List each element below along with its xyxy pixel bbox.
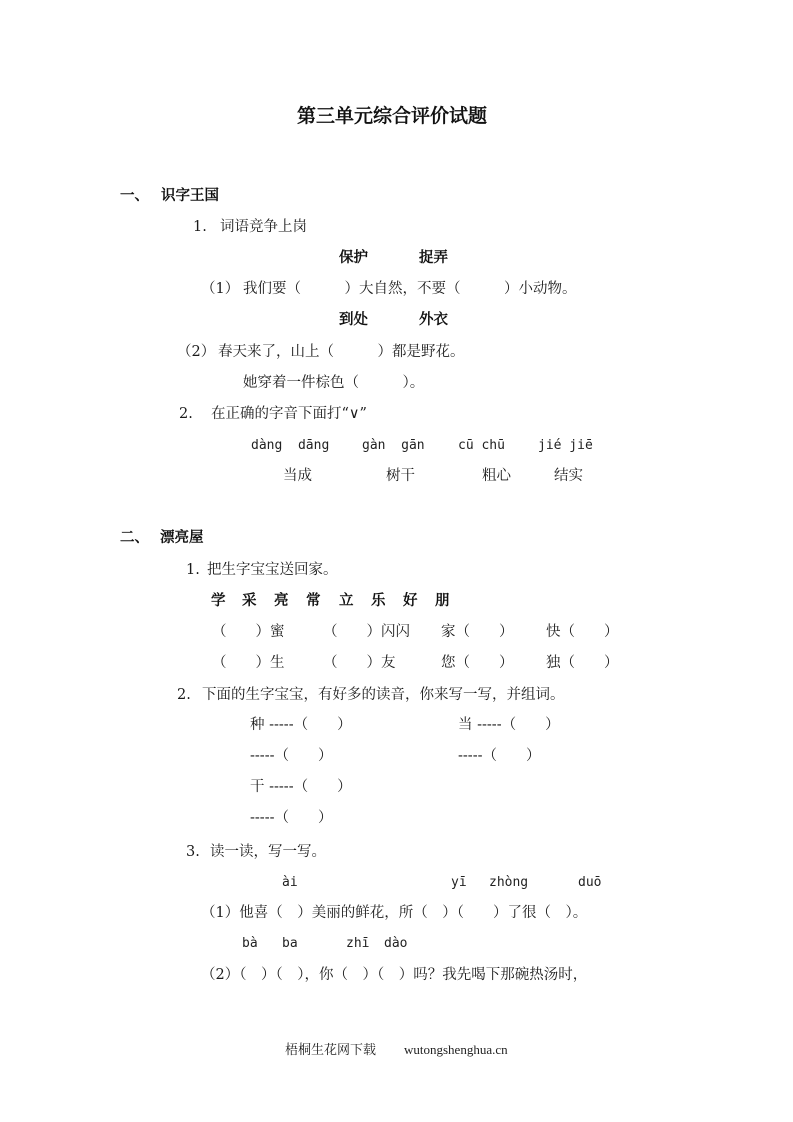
s2-q3-label: 读一读，写一写。 xyxy=(210,844,326,860)
fill-blank: （ ）生 xyxy=(212,655,285,671)
polyphone-line: 当 -----（ ） xyxy=(458,717,560,733)
pinyin-hint: ba xyxy=(282,936,298,951)
s2-q1-number: 1. xyxy=(186,562,200,578)
pinyin-option: cū chū xyxy=(458,438,505,453)
word: 树干 xyxy=(386,468,415,484)
polyphone-line: 种 -----（ ） xyxy=(250,717,352,733)
sentence-number: （1） xyxy=(201,281,240,297)
pinyin-hint: zhī xyxy=(346,936,370,951)
pinyin-hint: ài xyxy=(282,875,298,890)
footer-site-name: 梧桐生花网下载 xyxy=(285,1042,377,1057)
polyphone-line: 干 -----（ ） xyxy=(250,779,352,795)
char: 学 xyxy=(211,593,226,609)
s2-q2-label: 下面的生字宝宝，有好多的读音，你来写一写，并组词。 xyxy=(202,687,565,703)
fill-blank: 您（ ） xyxy=(441,655,514,671)
s2-q3-number: 3. xyxy=(186,844,200,860)
char: 好 xyxy=(403,593,418,609)
polyphone-line: -----（ ） xyxy=(250,810,333,826)
pinyin-hint: zhòng xyxy=(489,875,529,890)
pinyin-hint: duō xyxy=(578,875,602,890)
sentence-number: （2） xyxy=(177,344,216,360)
s2-q1-label: 把生字宝宝送回家。 xyxy=(207,562,338,578)
section2-heading: 漂亮屋 xyxy=(160,530,204,546)
word: 结实 xyxy=(554,468,583,484)
s1-q2-number: 2. xyxy=(179,406,193,422)
section2-number: 二、 xyxy=(120,530,149,546)
fill-blank: 快（ ） xyxy=(546,624,619,640)
page-title: 第三单元综合评价试题 xyxy=(297,105,488,127)
char: 采 xyxy=(242,593,257,609)
s1-q2-label: 在正确的字音下面打“∨” xyxy=(211,406,367,422)
fill-sentence: 春天来了，山上（ ）都是野花。 xyxy=(218,344,465,360)
pinyin-hint: bà xyxy=(242,936,258,951)
char: 乐 xyxy=(371,593,386,609)
word-choice: 到处 xyxy=(339,312,368,328)
footer-site-url[interactable]: wutongshenghua.cn xyxy=(404,1042,508,1057)
word: 粗心 xyxy=(482,468,511,484)
fill-sentence: 我们要（ ）大自然，不要（ ）小动物。 xyxy=(243,281,577,297)
fill-blank: 家（ ） xyxy=(441,624,514,640)
fill-blank: （ ）友 xyxy=(323,655,396,671)
pinyin-option: jié jiē xyxy=(538,438,593,453)
word-choice: 捉弄 xyxy=(419,250,448,266)
pinyin-option: gàn gān xyxy=(362,438,425,453)
polyphone-line: -----（ ） xyxy=(250,748,333,764)
s2-q2-number: 2. xyxy=(177,687,191,703)
fill-blank: （ ）蜜 xyxy=(212,624,285,640)
s1-q1-label: 词语竞争上岗 xyxy=(220,219,307,235)
fill-sentence: （1）他喜（ ）美丽的鲜花，所（ ）（ ）了很（ ）。 xyxy=(201,905,588,921)
pinyin-hint: yī xyxy=(451,875,467,890)
fill-sentence: 她穿着一件棕色（ ）。 xyxy=(243,375,425,391)
pinyin-hint: dào xyxy=(384,936,408,951)
word-choice: 外衣 xyxy=(419,312,448,328)
fill-blank: 独（ ） xyxy=(546,655,619,671)
char: 常 xyxy=(306,593,321,609)
fill-blank: （ ）闪闪 xyxy=(323,624,410,640)
section1-heading: 识字王国 xyxy=(161,188,219,204)
word-choice: 保护 xyxy=(339,250,368,266)
char: 立 xyxy=(339,593,354,609)
pinyin-option: dàng dāng xyxy=(251,438,330,453)
section1-number: 一、 xyxy=(120,188,149,204)
char: 亮 xyxy=(274,593,289,609)
s1-q1-number: 1. xyxy=(193,219,207,235)
word: 当成 xyxy=(283,468,312,484)
polyphone-line: -----（ ） xyxy=(458,748,541,764)
fill-sentence: （2）（ ）（ ），你（ ）（ ）吗？我先喝下那碗热汤时， xyxy=(201,967,588,983)
char: 朋 xyxy=(435,593,450,609)
